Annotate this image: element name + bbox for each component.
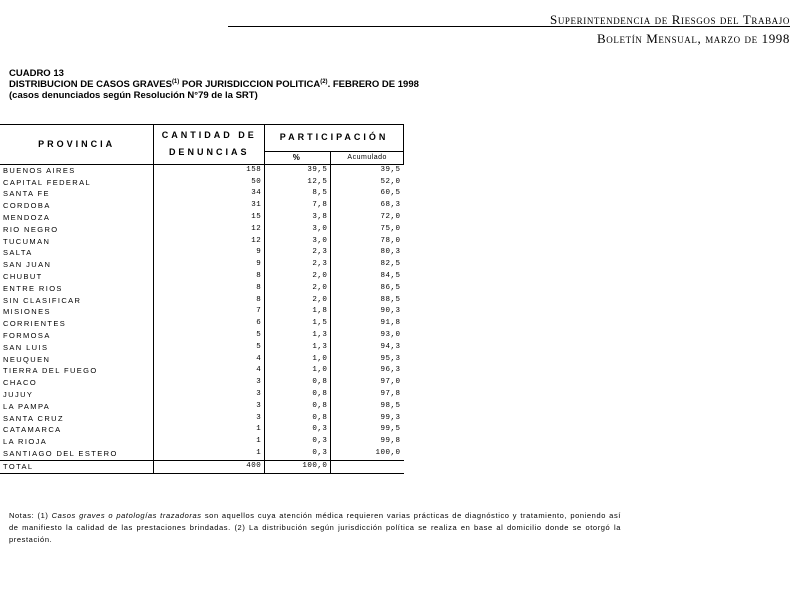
cell-acumulado: 98,5: [380, 401, 401, 410]
table-row: [0, 188, 404, 200]
total-pct: 100,0: [265, 460, 331, 473]
table-subtitle: (casos denunciados según Resolución N°79 de la SRT): [9, 90, 258, 101]
cell-acumulado: 96,3: [380, 366, 401, 375]
cell-cantidad: 8: [154, 295, 265, 307]
cell-cantidad: 3: [154, 401, 265, 413]
cell-pct: 1,0: [265, 365, 331, 377]
table-row: [0, 365, 404, 377]
table-row: [0, 436, 404, 448]
cell-cantidad: 8: [154, 283, 265, 295]
table-row: [0, 271, 404, 283]
footnote-ref-2: (2): [320, 79, 328, 85]
cell-cantidad: 1: [154, 448, 265, 460]
table-body: [0, 164, 404, 460]
cell-pct: 7,8: [265, 200, 331, 212]
cell-acumulado: 84,5: [380, 271, 401, 280]
cell-provincia: MISIONES: [0, 306, 154, 318]
cell-cantidad: 4: [154, 354, 265, 366]
cell-provincia: SALTA: [0, 247, 154, 259]
footnotes: Notas: (1) Casos graves o patologías trazadoras son aquellos cuya atención médica requieren varias prácticas de diagnóstico y tratamiento, poniendo así de manifiesto la calidad de las prestaciones brindadas. (2) La distribución según jurisdicción política se realiza en base al domicilio donde se otorgó la prestación.: [9, 511, 621, 544]
header-rule: [228, 26, 790, 27]
cell-cantidad: 9: [154, 247, 265, 259]
table-row: [0, 224, 404, 236]
cell-provincia: SIN CLASIFICAR: [0, 295, 154, 307]
cell-pct: 0,8: [265, 377, 331, 389]
table-row: [0, 389, 404, 401]
cell-pct: 3,8: [265, 212, 331, 224]
cell-cantidad: 9: [154, 259, 265, 271]
cell-pct: 0,3: [265, 436, 331, 448]
cell-provincia: SAN LUIS: [0, 342, 154, 354]
table-row: [0, 424, 404, 436]
total-cantidad: 400: [154, 460, 265, 473]
table-row: [0, 448, 404, 460]
cell-acumulado: 100,0: [375, 448, 401, 457]
cell-pct: 12,5: [265, 177, 331, 189]
cell-acumulado: 52,0: [380, 177, 401, 186]
cell-acumulado: 72,0: [380, 212, 401, 221]
cell-pct: 1,8: [265, 306, 331, 318]
cuadro-number: CUADRO 13: [9, 68, 64, 79]
total-acum-empty: [331, 460, 404, 473]
cell-cantidad: 50: [154, 177, 265, 189]
cell-acumulado: 75,0: [380, 224, 401, 233]
cell-provincia: TIERRA DEL FUEGO: [0, 365, 154, 377]
cell-acumulado: 99,5: [380, 425, 401, 434]
table-row: [0, 177, 404, 189]
cell-provincia: MENDOZA: [0, 212, 154, 224]
cell-cantidad: 31: [154, 200, 265, 212]
header-bulletin: Boletín Mensual, marzo de 1998: [597, 31, 790, 46]
cell-provincia: CHACO: [0, 377, 154, 389]
cell-pct: 2,0: [265, 283, 331, 295]
footnote-ref-1: (1): [171, 79, 180, 85]
cell-pct: 1,3: [265, 342, 331, 354]
cell-pct: 0,8: [265, 401, 331, 413]
cell-pct: 0,8: [265, 389, 331, 401]
cell-acumulado: 97,8: [380, 389, 401, 398]
cell-pct: 3,0: [265, 224, 331, 236]
header-provincia: PROVINCIA: [0, 125, 154, 165]
cell-pct: 1,5: [265, 318, 331, 330]
table-row: [0, 401, 404, 413]
table-row: [0, 247, 404, 259]
cell-pct: 0,3: [265, 448, 331, 460]
cell-provincia: CATAMARCA: [0, 424, 154, 436]
header-cantidad: CANTIDAD DE DENUNCIAS: [154, 125, 265, 165]
cell-cantidad: 8: [154, 271, 265, 283]
cell-cantidad: 15: [154, 212, 265, 224]
cell-cantidad: 5: [154, 342, 265, 354]
table-row: [0, 212, 404, 224]
cell-acumulado: 88,5: [380, 295, 401, 304]
table-title: DISTRIBUCION DE CASOS GRAVES$^{(1)}$ POR JURISDICCION POLITICA$^{(2)}$. FEBRERO DE 1998: [9, 79, 419, 90]
cell-provincia: SANTA CRUZ: [0, 413, 154, 425]
total-label: TOTAL: [0, 460, 154, 473]
cell-cantidad: 3: [154, 389, 265, 401]
cell-cantidad: 6: [154, 318, 265, 330]
cell-acumulado: 99,8: [380, 437, 401, 446]
header-acumulado: Acumulado: [331, 152, 404, 165]
cell-acumulado: 99,3: [380, 413, 401, 422]
cell-pct: 2,3: [265, 259, 331, 271]
cell-cantidad: 12: [154, 236, 265, 248]
table-row: [0, 306, 404, 318]
header-agency: Superintendencia de Riesgos del Trabajo: [549, 12, 790, 27]
cell-provincia: LA RIOJA: [0, 436, 154, 448]
cell-provincia: ENTRE RIOS: [0, 283, 154, 295]
cell-acumulado: 94,3: [380, 342, 401, 351]
cell-acumulado: 86,5: [380, 283, 401, 292]
table-row: [0, 318, 404, 330]
header-pct: %: [265, 152, 331, 165]
cell-provincia: FORMOSA: [0, 330, 154, 342]
cell-pct: 39,5: [265, 164, 331, 176]
table-titles: [9, 68, 419, 101]
cell-pct: 3,0: [265, 236, 331, 248]
cell-pct: 2,0: [265, 295, 331, 307]
cell-cantidad: 1: [154, 436, 265, 448]
table-row: [0, 354, 404, 366]
cell-provincia: CORRIENTES: [0, 318, 154, 330]
table-row: [0, 236, 404, 248]
cell-cantidad: 3: [154, 413, 265, 425]
cell-provincia: LA PAMPA: [0, 401, 154, 413]
cell-provincia: SANTA FE: [0, 188, 154, 200]
cell-provincia: CHUBUT: [0, 271, 154, 283]
header-participacion: PARTICIPACIÓN: [265, 125, 404, 152]
table-row: [0, 283, 404, 295]
cell-pct: 8,5: [265, 188, 331, 200]
table-row: [0, 259, 404, 271]
cell-provincia: RIO NEGRO: [0, 224, 154, 236]
cell-cantidad: 5: [154, 330, 265, 342]
cell-acumulado: 82,5: [380, 260, 401, 269]
cell-cantidad: 1: [154, 424, 265, 436]
cell-cantidad: 3: [154, 377, 265, 389]
cell-provincia: SAN JUAN: [0, 259, 154, 271]
table-row: [0, 377, 404, 389]
cell-acumulado: 95,3: [380, 354, 401, 363]
table-row: [0, 295, 404, 307]
cell-provincia: SANTIAGO DEL ESTERO: [0, 448, 154, 460]
cell-provincia: TUCUMAN: [0, 236, 154, 248]
cell-acumulado: 78,0: [380, 236, 401, 245]
cell-pct: 0,8: [265, 413, 331, 425]
cell-cantidad: 158: [154, 164, 265, 176]
cell-acumulado: 91,8: [380, 319, 401, 328]
cell-provincia: JUJUY: [0, 389, 154, 401]
table-row: [0, 342, 404, 354]
data-table: [0, 124, 404, 474]
cell-pct: 2,3: [265, 247, 331, 259]
cell-cantidad: 12: [154, 224, 265, 236]
cell-cantidad: 4: [154, 365, 265, 377]
cell-acumulado: 80,3: [380, 248, 401, 257]
cell-acumulado: 93,0: [380, 330, 401, 339]
cell-acumulado: 60,5: [380, 189, 401, 198]
cell-pct: 2,0: [265, 271, 331, 283]
table-row: [0, 164, 404, 176]
cell-provincia: CAPITAL FEDERAL: [0, 177, 154, 189]
cell-cantidad: 34: [154, 188, 265, 200]
table-row: [0, 200, 404, 212]
cell-provincia: NEUQUEN: [0, 354, 154, 366]
cell-cantidad: 7: [154, 306, 265, 318]
cell-pct: 0,3: [265, 424, 331, 436]
cell-provincia: BUENOS AIRES: [0, 164, 154, 176]
table-row: [0, 413, 404, 425]
total-row: [0, 460, 404, 473]
cell-acumulado: 97,0: [380, 378, 401, 387]
table-row: [0, 330, 404, 342]
cell-acumulado: 90,3: [380, 307, 401, 316]
cell-provincia: CORDOBA: [0, 200, 154, 212]
cell-acumulado: 39,5: [380, 165, 401, 174]
cell-pct: 1,3: [265, 330, 331, 342]
cell-acumulado: 68,3: [380, 201, 401, 210]
cell-pct: 1,0: [265, 354, 331, 366]
